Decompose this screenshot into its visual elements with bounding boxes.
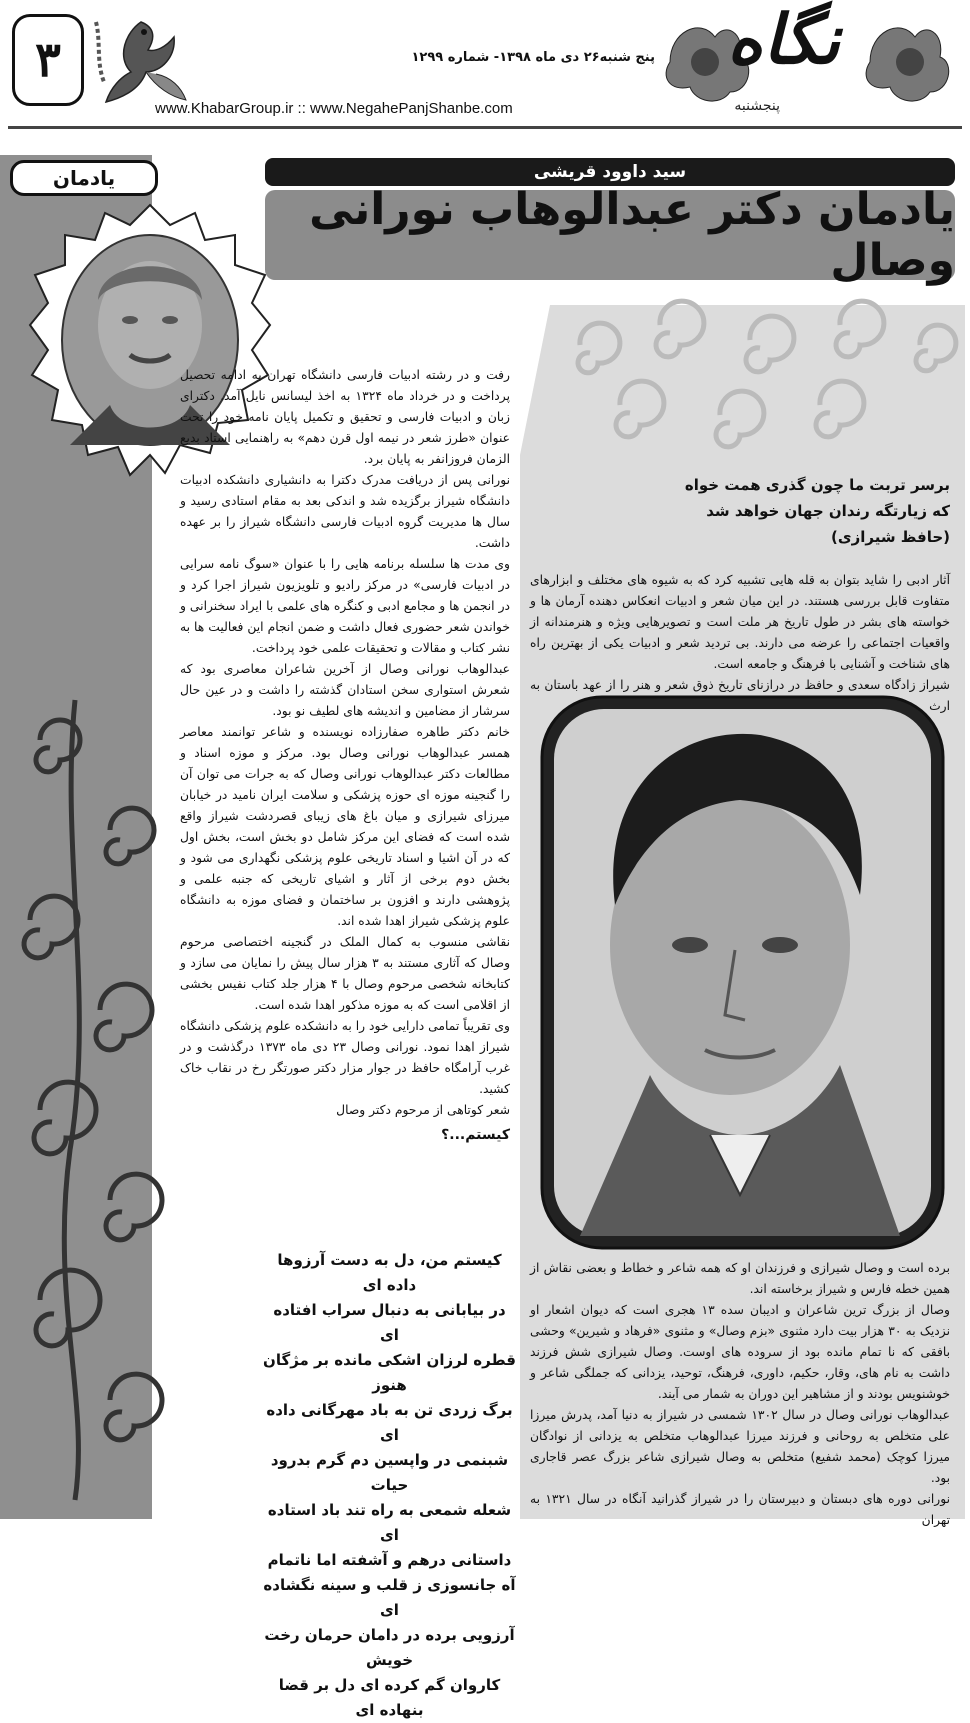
paragraph: نورانی پس از دریافت مدرک دکترا به دانشیاری دانشکده ادبیات دانشگاه شیراز برگزیده شد و اندکی بعد به مقام استادی رسید و سال ها مدیریت گروه ادبیات فارسی دانشگاه شیراز را بر عهده داشت. bbox=[180, 473, 510, 550]
paragraph: عبدالوهاب نورانی وصال از آخرین شاعران معاصری بود که شعرش استواری سخن استادان گذشته را داشت و در عین حال سرشار از مضامین و اندیشه های لطیف نو بود. bbox=[180, 662, 510, 718]
author-name: سید داوود قریشی bbox=[265, 158, 955, 186]
headline-box bbox=[265, 184, 955, 286]
poem bbox=[262, 1248, 517, 1723]
logo-word: نگاه bbox=[727, 0, 840, 80]
paragraph: نورانی دوره های دبستان و دبیرستان را در شیراز گذرانید آنگاه در سال ۱۳۲۱ به تهران bbox=[530, 1492, 950, 1527]
poem-line: آه جانسوزی ز قلب و سینه نگشاده ای bbox=[263, 1576, 516, 1619]
paragraph: عبدالوهاب نورانی وصال در سال ۱۳۰۲ شمسی در شیراز به دنیا آمد، پدرش میرزا علی متخلص به روحانی و فرزند میرزا عبدالوهاب متخلص به یزدانی از نوادگان میرزا کوچک (محمد شفیع) متخلص به وصال شیرازی شاعر بزرگ عصر قاجاری بود. bbox=[530, 1408, 950, 1485]
masthead bbox=[0, 0, 970, 135]
poem-line: در بیابانی به دنبال سراب افتاده ای bbox=[273, 1301, 506, 1344]
quote-line: که زیارتگه رندان جهان خواهد شد bbox=[706, 502, 950, 520]
poem-line: شعله شمعی به راه تند باد استاده ای bbox=[267, 1501, 512, 1544]
paragraph: وصال از بزرگ ترین شاعران و ادیبان سده ۱۳ هجری است که دیوان اشعار او نزدیک به ۳۰ هزار بیت دارد مثنوی «بزم وصال» و مثنوی «فرهاد و شیرین» وحشی بافقی که نا تمام مانده بود از سروده های اوست. وصال شیرازی شش فرزند داشت به نام های، وقار، حکیم، داوری، فرهنگ، توحید، یزدانی که جملگی شاعر و خوشنویس بودند و از مشاهیر این دوران به شمار می آیند. bbox=[530, 1303, 950, 1401]
swirl-ornament-icon bbox=[0, 700, 152, 1500]
paragraph: برده است و وصال شیرازی و فرزندان او که همه شاعر و خطاط و بعضی نقاش از همین خطه فارس و شیراز برخاسته اند. bbox=[530, 1261, 950, 1296]
portrait-young-photo bbox=[540, 695, 945, 1250]
logo-subtitle: پنجشنبه bbox=[734, 98, 780, 114]
paragraph: وی تقریباً تمامی دارایی خود را به دانشکده علوم پزشکی دانشگاه شیراز اهدا نمود. نورانی وصال ۲۳ دی ماه ۱۳۷۳ درگذشت و در غرب آرامگاه حافظ در جوار مزار دکتر صورتگر رخ در نقاب خاک کشید. bbox=[180, 1019, 511, 1096]
paragraph: رفت و در رشته ادبیات فارسی دانشگاه تهران به ادامه تحصیل پرداخت و در خرداد ماه ۱۳۲۴ به اخذ لیسانس نایل آمد. دکترای زبان و ادبیات فارسی و تحقیق و تکمیل پایان نامه خود را تحت عنوان «طرز شعر در نیمه اول قرن دهم» به راهنمایی استاد بدیع الزمان فروزانفر به پایان برد. bbox=[180, 368, 510, 466]
opening-quote bbox=[600, 472, 950, 550]
paragraph: آثار ادبی را شاید بتوان به قله هایی تشبیه کرد که به شیوه های مختلف و ابزارهای متفاوت قابل بررسی هستند. در این میان شعر و ادبیات انعکاس دهنده آرمان ها و خواسته های بشر در طول تاریخ هر ملت است و تصویرهایی ویژه و هنرمندانه از واقعیات اجتماعی را عرضه می دارند. بی تردید شعر و ادبیات یکی از بهترین راه های شناخت و آشنایی با فرهنگ و جامعه است. bbox=[530, 573, 950, 671]
poem-line: کاروان گم کرده ای دل بر قضا بنهاده ای bbox=[278, 1676, 501, 1719]
section-label: یادمان bbox=[10, 160, 158, 196]
paragraph: وی مدت ها سلسله برنامه هایی را با عنوان «سوگ نامه سرایی در ادبیات فارسی» در مرکز رادیو و تلویزیون شیراز اجرا کرد و در انجمن ها و مجامع ادبی و کنگره های علمی با ایراد سخنرانی و خواندن شعر حضوری فعال داشت و ضمن انجام این فعالیت ها به نشر کتاب و مقالات و تحقیقات علمی خود پرداخت. bbox=[180, 557, 510, 655]
quote-line: برسر تربت ما چون گذری همت خواه bbox=[684, 476, 950, 494]
headline: یادمان دکتر عبدالوهاب نورانی وصال bbox=[309, 184, 955, 286]
poem-line: آرزویی برده در دامان حرمان رخت خویش bbox=[264, 1626, 515, 1669]
left-column bbox=[180, 365, 510, 1146]
right-column-bottom bbox=[530, 1258, 950, 1531]
poem-line: قطره لرزان اشکی مانده بر مژگان هنوز bbox=[263, 1351, 516, 1394]
poem-line: برگ زردی تن به باد مهرگانی داده ای bbox=[266, 1401, 513, 1444]
paragraph: نقاشی منسوب به کمال الملک در گنجینه اختصاصی مرحوم وصال که آثاری مستند به ۳ هزار سال پیش را نمایان می سازد و کتابخانه شخصی مرحوم وصال با ۴ هزار جلد کتاب نفیس بخشی از اقلامی است که به موزه مذکور اهدا شده است. bbox=[180, 935, 511, 1012]
poem-title: کیستم...؟ bbox=[441, 1127, 510, 1143]
paragraph: شیراز زادگاه سعدی و حافظ در درازنای تاریخ ذوق شعر و هنر را از عهد باستان به ارث bbox=[530, 678, 950, 713]
phoenix-ornament-icon bbox=[86, 2, 196, 114]
website-urls: www.KhabarGroup.ir :: www.NegahePanjShanbe.com bbox=[155, 100, 513, 117]
poem-line: داستانی درهم و آشفته اما ناتمام bbox=[267, 1551, 512, 1569]
page-number: ۳ bbox=[12, 14, 84, 106]
paragraph: شعر کوتاهی از مرحوم دکتر وصال bbox=[336, 1103, 510, 1117]
header-divider bbox=[8, 126, 962, 129]
quote-attribution: (حافظ شیرازی) bbox=[831, 528, 950, 546]
issue-date: پنج شنبه۲۶ دی ماه ۱۳۹۸- شماره ۱۲۹۹ bbox=[411, 50, 655, 65]
poem-line: شبنمی در واپسین دم گرم بدرود حیات bbox=[270, 1451, 509, 1494]
paragraph: خانم دکتر طاهره صفارزاده نویسنده و شاعر توانمند معاصر همسر عبدالوهاب نورانی وصال بود. مرکز و موزه اسناد و مطالعات دکتر عبدالوهاب نورانی وصال که به جرات می توان آن را گنجینه موزه ای حوزه پزشکی و سلامت ایران نامید در خیابان میرزای شیرازی و میان باغ های زیبای قصردشت شیراز واقع شده است که فضای این مرکز شامل دو بخش است، بخش اول که در آن اشیا و اسناد تاریخی علوم پزشکی نگهداری می شود و بخش دوم برخی از آثار و اشیای تاریخی که جنبه علمی و پژوهشی دارند و افزون بر ساختمان و فضای موزه به دانشگاه علوم پزشکی شیراز اهدا شده اند. bbox=[180, 725, 510, 928]
poem-line: کیستم من، دل به دست آرزوها داده ای bbox=[277, 1251, 502, 1294]
